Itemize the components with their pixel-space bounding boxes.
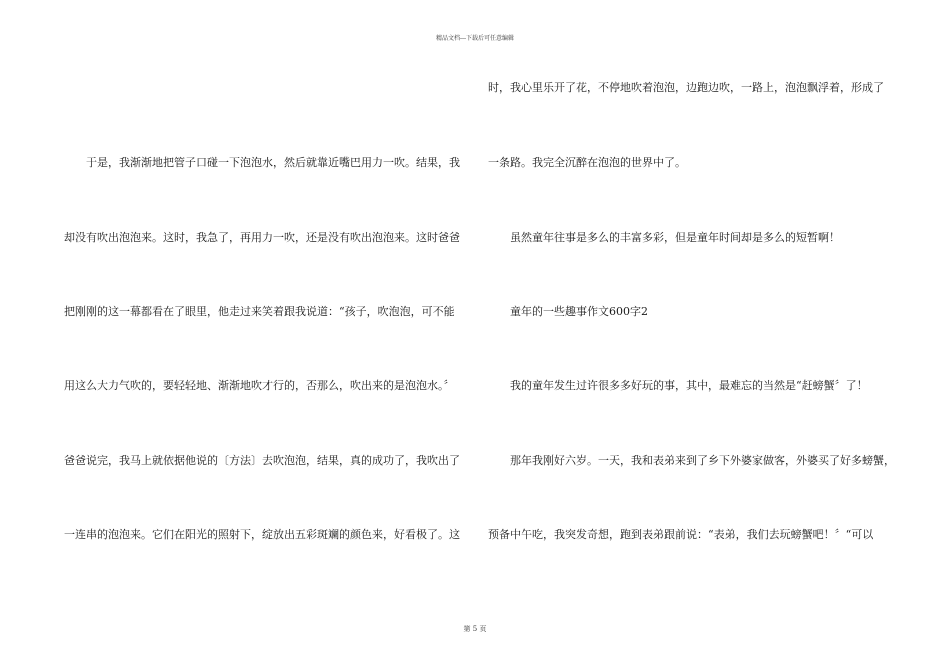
text-line: 虽然童年往事是多么的丰富多彩，但是童年时间却是多么的短暂啊！ [488, 231, 840, 244]
page-header: 精品文档---下载后可任意编辑 [435, 35, 515, 42]
section-heading: 童年的一些趣事作文600字2 [488, 305, 648, 318]
text-line: 一连串的泡泡来。它们在阳光的照射下，绽放出五彩斑斓的颜色来，好看极了。这 [64, 528, 460, 541]
page-number: 第 5 页 [463, 625, 487, 633]
text-line: 预备中午吃，我突发奇想，跑到表弟跟前说：“表弟，我们去玩螃蟹吧！〞“可以 [488, 528, 874, 541]
text-line: 于是，我渐渐地把管子口碰一下泡泡水，然后就靠近嘴巴用力一吹。结果，我 [64, 156, 460, 169]
text-line: 我的童年发生过许很多多好玩的事，其中，最难忘的当然是“赶螃蟹〞了！ [488, 379, 868, 392]
text-line: 却没有吹出泡泡来。这时，我急了，再用力一吹，还是没有吹出泡泡来。这时爸爸 [64, 231, 460, 244]
text-line: 把刚刚的这一幕都看在了眼里，他走过来笑着跟我说道：“孩子，吹泡泡，可不能 [64, 305, 455, 318]
text-line: 时，我心里乐开了花，不停地吹着泡泡，边跑边吹，一路上，泡泡飘浮着，形成了 [488, 81, 884, 94]
text-line: 用这么大力气吹的，要轻轻地、渐渐地吹才行的，否那么，吹出来的是泡泡水。〞 [64, 379, 455, 392]
text-line: 一条路。我完全沉醉在泡泡的世界中了。 [488, 156, 686, 169]
text-line: 爸爸说完，我马上就依据他说的〔方法〕去吹泡泡，结果，真的成功了，我吹出了 [64, 454, 460, 467]
text-line: 那年我刚好六岁。一天，我和表弟来到了乡下外婆家做客，外婆买了好多螃蟹， [488, 454, 895, 467]
